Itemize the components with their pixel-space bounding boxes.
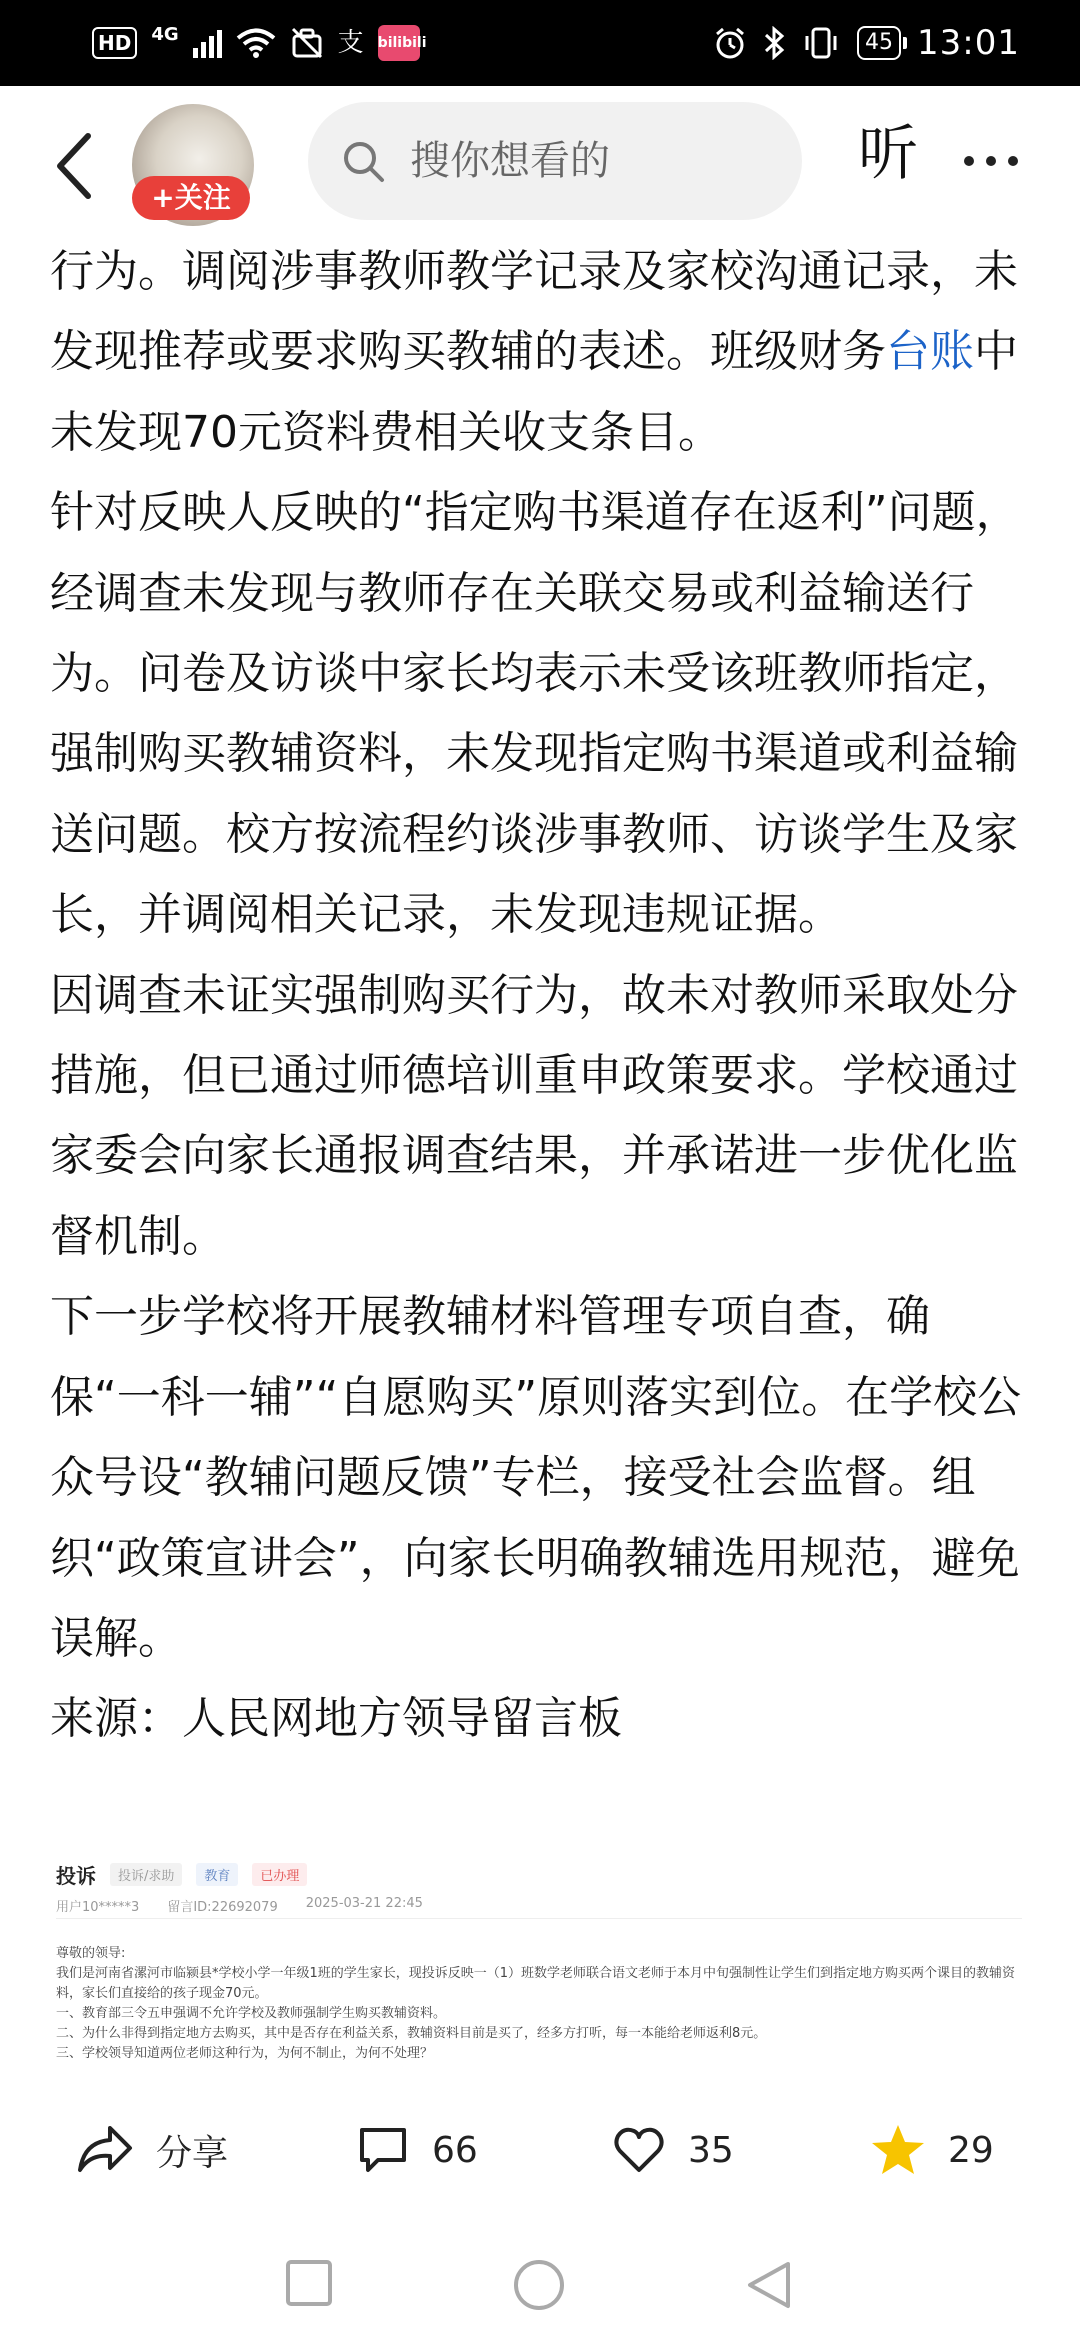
vibrate-icon: [801, 26, 841, 60]
favorite-button[interactable]: [870, 2124, 994, 2176]
search-placeholder: 搜你想看的: [410, 138, 610, 184]
comment-icon: [356, 2124, 410, 2176]
comment-button[interactable]: [356, 2124, 478, 2176]
more-options-icon[interactable]: [964, 156, 1018, 166]
system-nav-bar: [0, 2228, 1080, 2340]
ledger-link[interactable]: 台账: [886, 326, 974, 378]
bluetooth-icon: [763, 26, 785, 60]
share-icon: [76, 2124, 134, 2176]
like-button[interactable]: [612, 2124, 734, 2176]
complaint-datetime: 2025-03-21 22:45: [305, 1896, 423, 1911]
comment-count: 66: [432, 2129, 478, 2171]
bilibili-app-icon: bilibili: [378, 25, 420, 61]
complaint-id: 留言ID:22692079: [167, 1900, 278, 1915]
status-right: [713, 20, 1020, 66]
complaint-header: [56, 1860, 307, 1889]
complaint-tag: 教育: [196, 1863, 238, 1886]
alipay-icon: 支: [337, 28, 364, 58]
divider: [56, 1918, 1022, 1919]
recent-apps-icon[interactable]: [284, 2258, 334, 2308]
back-arrow-icon[interactable]: [46, 126, 106, 206]
share-button[interactable]: [76, 2124, 228, 2176]
article-paragraph: 行为。调阅涉事教师教学记录及家校沟通记录，未发现推荐或要求购买教辅的表述。班级财务台账中未发现70元资料费相关收支条目。: [50, 246, 1018, 458]
article-paragraph: 下一步学校将开展教辅材料管理专项自查，确保“一科一辅”“自愿购买”原则落实到位。在学校公众号设“教辅问题反馈”专栏，接受社会监督。组织“政策宣讲会”，向家长明确教辅选用规范，避免误解。: [50, 1291, 1022, 1664]
search-bar[interactable]: [308, 102, 802, 220]
back-nav-icon[interactable]: [744, 2258, 794, 2312]
status-bar: [0, 0, 1080, 86]
top-bar: [0, 86, 1080, 238]
heart-icon: [612, 2124, 666, 2176]
complaint-title: 投诉: [56, 1864, 96, 1888]
notification-muted-icon: [290, 26, 324, 60]
article-paragraph: 针对反映人反映的“指定购书渠道存在返利”问题，经调查未发现与教师存在关联交易或利益输送行为。问卷及访谈中家长均表示未受该班教师指定，强制购买教辅资料，未发现指定购书渠道或利益输送问题。校方按流程约谈涉事教师、访谈学生及家长，并调阅相关记录，未发现违规证据。: [50, 487, 1020, 941]
favorite-count: 29: [948, 2129, 994, 2171]
complaint-status-tag: 已办理: [252, 1863, 307, 1886]
listen-button[interactable]: 听: [858, 119, 918, 189]
follow-button[interactable]: +关注: [132, 176, 250, 220]
share-label: 分享: [156, 2132, 229, 2174]
alarm-icon: [713, 26, 747, 60]
complaint-meta: [56, 1896, 423, 1915]
article-source: 来源：人民网地方领导留言板: [50, 1693, 622, 1745]
like-count: 35: [688, 2129, 734, 2171]
hd-indicator: HD: [92, 27, 137, 59]
search-icon: [340, 138, 386, 184]
star-icon: [870, 2123, 926, 2177]
network-type: 4G: [151, 24, 179, 45]
complaint-screenshot[interactable]: [46, 1852, 1032, 2074]
status-left: [92, 22, 427, 64]
article-paragraph: 因调查未证实强制购买行为，故未对教师采取处分措施，但已通过师德培训重申政策要求。学校通过家委会向家长通报调查结果，并承诺进一步优化监督机制。: [50, 969, 1018, 1262]
signal-icon: [193, 28, 222, 58]
article-body: [50, 232, 1040, 1760]
complaint-body: 尊敬的领导: 我们是河南省漯河市临颍县*学校小学一年级1班的学生家长，现投诉反映一（1）班数学老师联合语文老师于本月中旬强制性让学生们到指定地方购买两个课目的教辅资料，家长们直接给的孩子现金70元。 一、教育部三令五申强调不允许学校及教师强制学生购买教辅资料。 二、为什么非得到指定地方去购买，其中是否存在利益关系，教辅资料目前是买了，经多方打听，每一本能给老师返利8元。 三、学校领导知道两位老师这种行为，为何不制止，为何不处理？: [56, 1946, 1016, 2061]
battery-icon: 45: [857, 26, 901, 60]
complaint-user: 用户10*****3: [56, 1900, 140, 1915]
clock: 13:01: [917, 23, 1020, 63]
home-icon[interactable]: [512, 2258, 566, 2312]
wifi-icon: [236, 27, 276, 59]
action-bar: [0, 2102, 1080, 2198]
complaint-tag: 投诉/求助: [110, 1863, 182, 1886]
